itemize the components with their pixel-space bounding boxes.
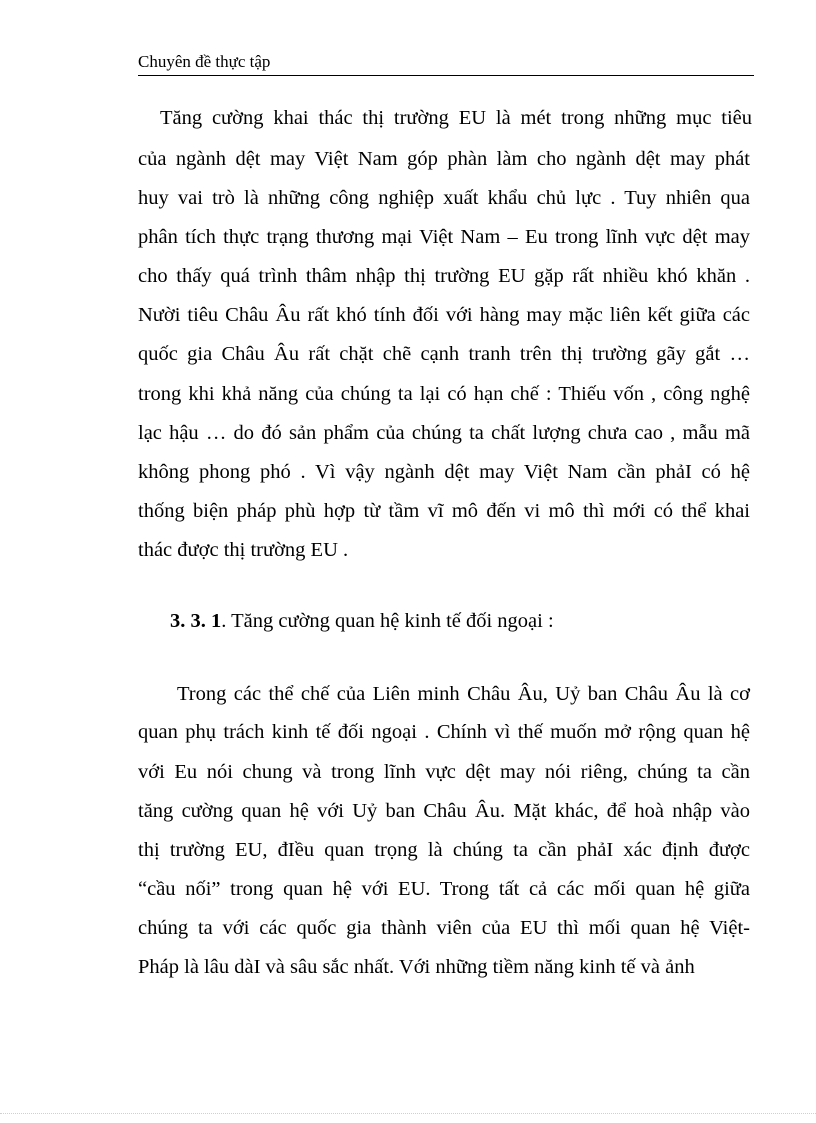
paragraph1-line-7: quốc gia Châu Âu rất chặt chẽ cạnh tranh trên thị trường gãy gắt … [138, 343, 750, 365]
paragraph1-line-4: phân tích thực trạng thương mại Việt Nam – Eu trong lĩnh vực dệt may [138, 226, 750, 248]
paragraph2-line-8: Pháp là lâu dàI và sâu sắc nhất. Với những tiềm năng kinh tế và ảnh [138, 956, 695, 978]
page-bottom-border [0, 1113, 816, 1114]
paragraph2-line-6: “cầu nối” trong quan hệ với EU. Trong tất cả các mối quan hệ giữa [138, 878, 750, 900]
paragraph1-line-8: trong khi khả năng của chúng ta lại có hạn chế : Thiếu vốn , công nghệ [138, 383, 750, 405]
paragraph1-line-10: không phong phó . Vì vậy ngành dệt may Việt Nam cần phảI có hệ [138, 461, 750, 483]
paragraph2-line-7: chúng ta với các quốc gia thành viên của EU thì mối quan hệ Việt- [138, 917, 750, 939]
paragraph1-line-3: huy vai trò là những công nghiệp xuất khẩu chủ lực . Tuy nhiên qua [138, 187, 750, 209]
paragraph2-line-4: tăng cường quan hệ với Uỷ ban Châu Âu. Mặt khác, để hoà nhập vào [138, 800, 750, 822]
paragraph1-line-2: của ngành dệt may Việt Nam góp phàn làm cho ngành dệt may phát [138, 148, 750, 170]
section-number: 3. 3. 1 [170, 610, 222, 632]
paragraph1-line-1: Tăng cường khai thác thị trường EU là mét trong những mục tiêu [160, 107, 752, 129]
paragraph2-line-1: Trong các thể chế của Liên minh Châu Âu, Uỷ ban Châu Âu là cơ [177, 683, 750, 705]
paragraph1-line-6: Nười tiêu Châu Âu rất khó tính đối với hàng may mặc liên kết giữa các [138, 304, 750, 326]
paragraph1-line-12: thác được thị trường EU . [138, 539, 349, 561]
section-heading [170, 604, 554, 638]
paragraph2-line-5: thị trường EU, đIều quan trọng là chúng ta cần phảI xác định được [138, 839, 750, 861]
paragraph1-line-5: cho thấy quá trình thâm nhập thị trường EU gặp rất nhiều khó khăn . [138, 265, 750, 287]
section-title: . Tăng cường quan hệ kinh tế đối ngoại : [221, 610, 554, 632]
paragraph2-line-2: quan phụ trách kinh tế đối ngoại . Chính vì thế muốn mở rộng quan hệ [138, 721, 750, 743]
paragraph1-line-9: lạc hậu … do đó sản phẩm của chúng ta chất lượng chưa cao , mẫu mã [138, 422, 750, 444]
page-header: Chuyên đề thực tập [138, 52, 271, 71]
paragraph2-line-3: với Eu nói chung và trong lĩnh vực dệt may nói riêng, chúng ta cần [138, 761, 750, 783]
paragraph1-line-11: thống biện pháp phù hợp từ tầm vĩ mô đến vi mô thì mới có thể khai [138, 500, 750, 522]
header-rule [138, 75, 754, 76]
